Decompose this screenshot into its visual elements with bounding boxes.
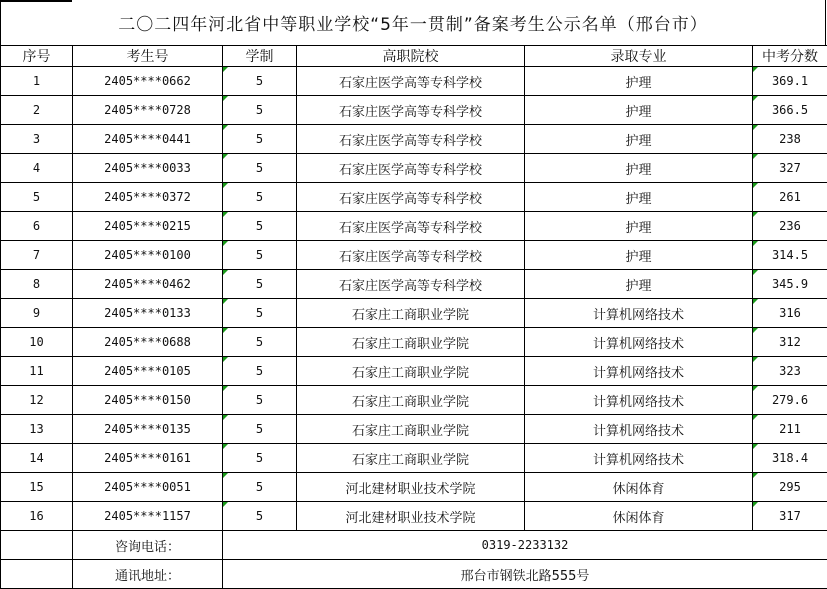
major-cell: 护理 <box>525 67 753 96</box>
exam-id-cell: 2405****0728 <box>73 96 223 125</box>
blank-cell <box>1 531 73 560</box>
table-row <box>1 96 827 125</box>
table-row <box>1 67 827 96</box>
college-cell: 石家庄医学高等专科学校 <box>297 154 525 183</box>
table-row <box>1 241 827 270</box>
duration-cell: 5 <box>223 357 297 386</box>
table-row <box>1 125 827 154</box>
college-cell: 石家庄医学高等专科学校 <box>297 67 525 96</box>
exam-id-cell: 2405****0135 <box>73 415 223 444</box>
header-duration: 学制 <box>223 46 297 67</box>
major-cell: 休闲体育 <box>525 473 753 502</box>
major-cell: 计算机网络技术 <box>525 386 753 415</box>
major-cell: 护理 <box>525 270 753 299</box>
college-cell: 石家庄医学高等专科学校 <box>297 212 525 241</box>
row-index-cell: 12 <box>1 386 73 415</box>
major-cell: 计算机网络技术 <box>525 444 753 473</box>
major-cell: 护理 <box>525 125 753 154</box>
duration-cell: 5 <box>223 241 297 270</box>
score-cell: 366.5 <box>753 96 827 125</box>
duration-cell: 5 <box>223 212 297 241</box>
address-value: 邢台市钢铁北路555号 <box>223 560 827 589</box>
address-label: 通讯地址： <box>73 560 223 589</box>
duration-cell: 5 <box>223 415 297 444</box>
row-index-cell: 13 <box>1 415 73 444</box>
table-row <box>1 154 827 183</box>
exam-id-cell: 2405****0133 <box>73 299 223 328</box>
duration-cell: 5 <box>223 502 297 531</box>
exam-id-cell: 2405****0462 <box>73 270 223 299</box>
roster-table <box>0 45 827 589</box>
table-row <box>1 415 827 444</box>
score-cell: 238 <box>753 125 827 154</box>
header-index: 序号 <box>1 46 73 67</box>
table-row <box>1 357 827 386</box>
duration-cell: 5 <box>223 154 297 183</box>
header-score: 中考分数 <box>753 46 827 67</box>
score-cell: 279.6 <box>753 386 827 415</box>
score-cell: 345.9 <box>753 270 827 299</box>
major-cell: 护理 <box>525 154 753 183</box>
exam-id-cell: 2405****0688 <box>73 328 223 357</box>
exam-id-cell: 2405****0441 <box>73 125 223 154</box>
college-cell: 石家庄工商职业学院 <box>297 357 525 386</box>
major-cell: 护理 <box>525 241 753 270</box>
table-row <box>1 270 827 299</box>
blank-cell <box>1 560 73 589</box>
score-cell: 323 <box>753 357 827 386</box>
college-cell: 河北建材职业技术学院 <box>297 473 525 502</box>
table-row <box>1 183 827 212</box>
row-index-cell: 7 <box>1 241 73 270</box>
header-row <box>1 46 827 67</box>
phone-value: 0319-2233132 <box>223 531 827 560</box>
row-index-cell: 5 <box>1 183 73 212</box>
duration-cell: 5 <box>223 386 297 415</box>
major-cell: 护理 <box>525 212 753 241</box>
header-exam-id: 考生号 <box>73 46 223 67</box>
table-row <box>1 328 827 357</box>
exam-id-cell: 2405****0161 <box>73 444 223 473</box>
row-index-cell: 4 <box>1 154 73 183</box>
row-index-cell: 6 <box>1 212 73 241</box>
row-index-cell: 3 <box>1 125 73 154</box>
score-cell: 318.4 <box>753 444 827 473</box>
header-major: 录取专业 <box>525 46 753 67</box>
duration-cell: 5 <box>223 328 297 357</box>
college-cell: 石家庄医学高等专科学校 <box>297 125 525 154</box>
exam-id-cell: 2405****0033 <box>73 154 223 183</box>
major-cell: 护理 <box>525 96 753 125</box>
college-cell: 石家庄工商职业学院 <box>297 415 525 444</box>
row-index-cell: 2 <box>1 96 73 125</box>
table-row <box>1 502 827 531</box>
phone-row <box>1 531 827 560</box>
major-cell: 护理 <box>525 183 753 212</box>
row-index-cell: 15 <box>1 473 73 502</box>
score-cell: 316 <box>753 299 827 328</box>
college-cell: 石家庄工商职业学院 <box>297 299 525 328</box>
table-row <box>1 299 827 328</box>
score-cell: 327 <box>753 154 827 183</box>
score-cell: 236 <box>753 212 827 241</box>
college-cell: 石家庄工商职业学院 <box>297 386 525 415</box>
row-index-cell: 14 <box>1 444 73 473</box>
row-index-cell: 9 <box>1 299 73 328</box>
duration-cell: 5 <box>223 125 297 154</box>
address-row <box>1 560 827 589</box>
row-index-cell: 10 <box>1 328 73 357</box>
table-row <box>1 473 827 502</box>
exam-id-cell: 2405****0150 <box>73 386 223 415</box>
duration-cell: 5 <box>223 96 297 125</box>
major-cell: 计算机网络技术 <box>525 415 753 444</box>
duration-cell: 5 <box>223 270 297 299</box>
duration-cell: 5 <box>223 183 297 212</box>
row-index-cell: 16 <box>1 502 73 531</box>
college-cell: 石家庄医学高等专科学校 <box>297 96 525 125</box>
exam-id-cell: 2405****0105 <box>73 357 223 386</box>
college-cell: 石家庄医学高等专科学校 <box>297 183 525 212</box>
college-cell: 石家庄医学高等专科学校 <box>297 270 525 299</box>
page-title: 二〇二四年河北省中等职业学校“5年一贯制”备案考生公示名单（邢台市） <box>0 0 826 45</box>
duration-cell: 5 <box>223 67 297 96</box>
exam-id-cell: 2405****0215 <box>73 212 223 241</box>
row-index-cell: 1 <box>1 67 73 96</box>
table-row <box>1 444 827 473</box>
score-cell: 295 <box>753 473 827 502</box>
major-cell: 计算机网络技术 <box>525 357 753 386</box>
exam-id-cell: 2405****0051 <box>73 473 223 502</box>
table-row <box>1 386 827 415</box>
college-cell: 石家庄工商职业学院 <box>297 328 525 357</box>
exam-id-cell: 2405****1157 <box>73 502 223 531</box>
score-cell: 369.1 <box>753 67 827 96</box>
major-cell: 计算机网络技术 <box>525 299 753 328</box>
college-cell: 石家庄医学高等专科学校 <box>297 241 525 270</box>
exam-id-cell: 2405****0662 <box>73 67 223 96</box>
duration-cell: 5 <box>223 473 297 502</box>
header-college: 高职院校 <box>297 46 525 67</box>
phone-label: 咨询电话： <box>73 531 223 560</box>
college-cell: 河北建材职业技术学院 <box>297 502 525 531</box>
score-cell: 312 <box>753 328 827 357</box>
exam-id-cell: 2405****0372 <box>73 183 223 212</box>
major-cell: 休闲体育 <box>525 502 753 531</box>
duration-cell: 5 <box>223 444 297 473</box>
row-index-cell: 11 <box>1 357 73 386</box>
score-cell: 211 <box>753 415 827 444</box>
score-cell: 317 <box>753 502 827 531</box>
score-cell: 314.5 <box>753 241 827 270</box>
row-index-cell: 8 <box>1 270 73 299</box>
college-cell: 石家庄工商职业学院 <box>297 444 525 473</box>
score-cell: 261 <box>753 183 827 212</box>
major-cell: 计算机网络技术 <box>525 328 753 357</box>
table-row <box>1 212 827 241</box>
exam-id-cell: 2405****0100 <box>73 241 223 270</box>
duration-cell: 5 <box>223 299 297 328</box>
